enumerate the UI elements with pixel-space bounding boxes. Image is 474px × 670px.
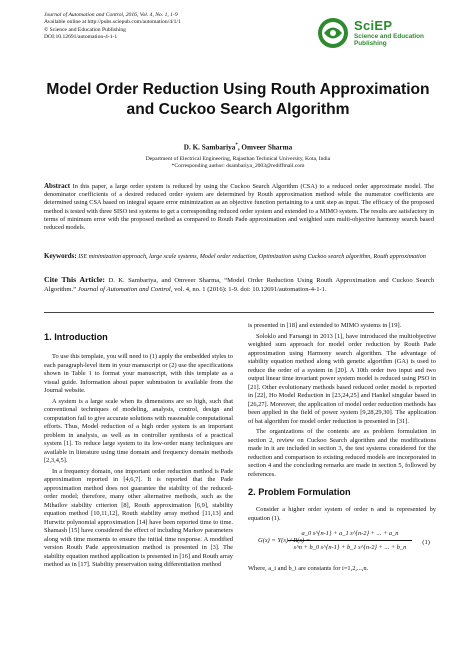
equation-denominator: s^n + b_0 s^{n-1} + b_1 s^{n-2} + ... + b_n bbox=[293, 544, 407, 551]
keywords-text: ISE minimization approach, large scale systems, Model order reduction, Optimization using Cuckoo search algorithm, Routh approximation bbox=[78, 253, 426, 260]
paper-title: Model Order Reduction Using Routh Approximation and Cuckoo Search Algorithm bbox=[46, 81, 430, 118]
right-column bbox=[248, 322, 436, 576]
section-introduction-heading: 1. Introduction bbox=[44, 332, 108, 342]
author-2: Omveer Sharma bbox=[241, 143, 293, 152]
doi-line: DOI:10.12691/automation-4-1-1 bbox=[44, 34, 118, 41]
equation-fraction bbox=[288, 529, 412, 552]
publisher-copyright: © Science and Education Publishing bbox=[44, 26, 126, 33]
corresponding-mark: * bbox=[235, 143, 238, 148]
keywords-label: Keywords: bbox=[44, 252, 77, 260]
intro-paragraph-6: The organizations of the contents are as problem formulation in section 2, review on Cuckoo Search algorithm and the modifications made in it are included in section 3, the test systems considered for the reduction and comparison to existing reduced models are incorporated in section 4 and the concluding remarks are made in section 5, followed by references. bbox=[248, 428, 436, 478]
logo-wordmark: SciEP bbox=[354, 18, 393, 33]
intro-paragraph-5: Soloklo and Farsangi in 2013 [1], have introduced the multiobjective weighted sum approach for model order reduction by Routh Pade approximation using Harmony search algorithm. The advantage of stability equation method along with genetic algorithm (GA) is used to reduce the order of a system in [20]. A 10th order two input and two output linear time invariant power system model is reduced using PSO in [21]. Other evolutionary methods based reduced order model is reported in [22], Ho Model Reduction in [23,24,25] and Hankel singular based in [26,27]. Moreover, the application of model order reduction methods has been applied in the field of power system [9,28,29,30]. The application of bat algorithm for model order reduction is presented in [31]. bbox=[248, 332, 436, 425]
author-line bbox=[40, 143, 436, 151]
citation-block bbox=[44, 276, 434, 294]
logo-line2: Publishing bbox=[354, 40, 387, 47]
sciep-globe-icon bbox=[316, 16, 350, 50]
journal-citation: Journal of Automation and Control, 2016, Vol. 4, No. 1, 1-9 bbox=[44, 12, 178, 18]
fraction-bar bbox=[288, 540, 412, 541]
author-separator: , bbox=[237, 143, 242, 152]
cite-label: Cite This Article: bbox=[44, 275, 106, 284]
equation-numerator: a_0 s^{n-1} + a_1 s^{n-2} + ... + a_n bbox=[301, 530, 399, 537]
cite-text: D. K. Sambariya, and Omveer Sharma, “Model Order Reduction Using Routh Approximation and Cuckoo Search Algorithm.” bbox=[44, 277, 434, 293]
logo-text bbox=[354, 18, 424, 47]
left-column bbox=[44, 322, 233, 572]
problem-paragraph-1: Consider a higher order system of order n and is represented by equation (1). bbox=[248, 506, 436, 522]
cite-tail: , vol. 4, no. 1 (2016): 1-9. doi: 10.12691/automation-4-1-1. bbox=[170, 285, 327, 293]
abstract bbox=[44, 182, 434, 232]
equation-1 bbox=[248, 527, 436, 561]
intro-paragraph-2: A system is a large scale when its dimensions are so high, such that conventional techniques of modeling, analysis, control, design and computation fail to give accurate solutions with reasonable computational efforts. Thus, Model reduction of a high order system is an important problem in analysis, as well as in controller synthesis of a practical system [1]. To reduce large system to its low-order many techniques are available in literature using time domain and frequency domain methods [2,3,4,5]. bbox=[44, 397, 233, 464]
sciep-logo bbox=[316, 12, 436, 60]
journal-header bbox=[44, 12, 436, 70]
corresponding-author: *Corresponding author: dsambariya_2003@rediffmail.com bbox=[171, 163, 305, 170]
department: Department of Electrical Engineering, Rajasthan Technical University, Kota, India bbox=[145, 156, 331, 162]
affiliation bbox=[40, 156, 436, 170]
abstract-text: In this paper, a large order system is reduced by using the Cuckoo Search Algorithm (CSA) to a reduced order approximate model. The denominator coefficients of a desired reduced order system are determined by Routh approximation method while the numerator coefficients are determined using CSA based on integral square error minimization as an objective function pertaining to a unit step as input. The efficacy of the proposed method is tested with three SISO test systems to get a corresponding reduced order system and extended to a MIMO system. The results are satisfactory in terms of minimum error with the proposed method as compared to Routh Pade approximation and weighted sum multi-objective harmony search based reduced models. bbox=[44, 183, 434, 232]
abstract-label: Abstract bbox=[44, 182, 71, 190]
equation-number: (1) bbox=[422, 539, 430, 546]
intro-paragraph-1: To use this template, you will need to (1) apply the embedded styles to each paragraph-level item in your manuscript or (2) use the specifications shown in Table 1 to format your manuscript, with this template as a visual guide. Information about paper submission is available from the Journal website. bbox=[44, 353, 233, 394]
problem-paragraph-2: Where, a_i and b_i are constants for i=1,2,...,n. bbox=[248, 565, 369, 572]
equation-lhs: G(s) = Y(s) / R(s) = bbox=[258, 537, 311, 544]
header-divider bbox=[44, 312, 434, 313]
online-availability[interactable]: Available online at http://pubs.sciepub.com/automation/4/1/1 bbox=[44, 19, 181, 26]
logo-line1: Science and Education bbox=[354, 33, 424, 40]
header-info bbox=[44, 12, 181, 42]
intro-paragraph-3: In a frequency domain, one important order reduction method is Pade approximation reported in [4,6,7]. It is reported that the Pade approximation method does not guarantee the stability of the reduced-order model; therefore, many other alternative methods, such as the Mihailov stability criterion [8], Routh approximation [6,9], stability equation method [10,11,12], Routh stability array method [11,13] and Hurwitz polynomial approximation [14] have been reported time to time. Shamash [15] have considered the effect of including Markov parameters along with time moments to ensure the initial time response. A modified version Routh Pade approximation method is presented in [3]. The stability equation method application is presented in [16] and Routh array method as in [17]. Stability preservation using differentiation method bbox=[44, 467, 233, 568]
cite-journal: Journal of Automation and Control bbox=[77, 285, 171, 293]
section-problem-heading: 2. Problem Formulation bbox=[248, 487, 351, 497]
keywords bbox=[44, 252, 434, 261]
author-1: D. K. Sambariya bbox=[183, 143, 236, 152]
intro-paragraph-4: is presented in [18] and extended to MIMO systems in [19]. bbox=[248, 322, 402, 329]
